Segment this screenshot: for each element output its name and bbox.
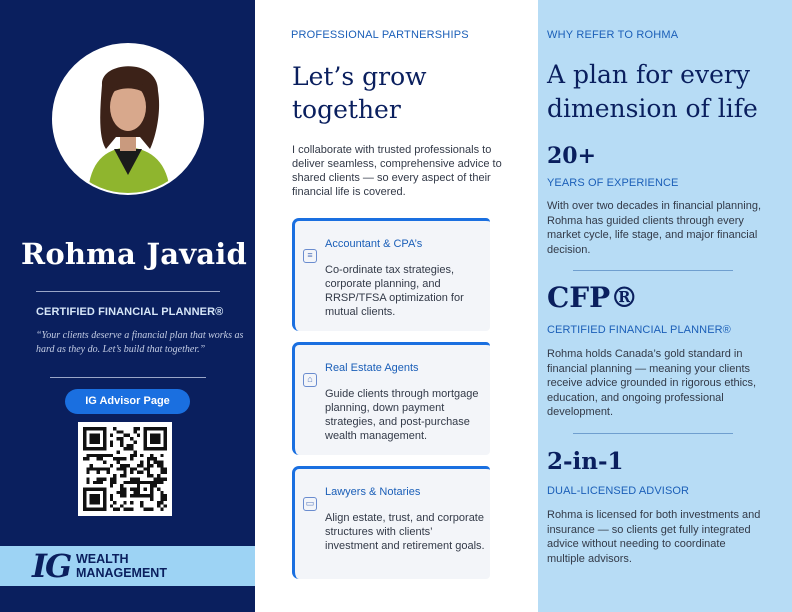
divider bbox=[36, 291, 220, 292]
advisor-name: Rohma Javaid bbox=[21, 237, 247, 271]
document-icon: ≡ bbox=[303, 249, 317, 263]
partner-card-lawyers bbox=[292, 466, 490, 579]
why-refer-panel bbox=[538, 0, 792, 612]
brand-wordmark-line2: MANAGEMENT bbox=[76, 566, 167, 580]
partner-card-body: Co-ordinate tax strategies, corporate planning, and RRSP/TFSA optimization for mutual clients. bbox=[325, 264, 464, 318]
partner-card-title: Real Estate Agents bbox=[325, 362, 419, 374]
partner-card-accountant bbox=[292, 218, 490, 331]
advisor-photo bbox=[52, 43, 204, 195]
advisor-quote: “Your clients deserve a financial plan that works as hard as they do. Let’s build that together.” bbox=[36, 330, 244, 355]
divider bbox=[573, 433, 733, 434]
stat-value: 20+ bbox=[547, 143, 597, 169]
section-eyebrow: PROFESSIONAL PARTNERSHIPS bbox=[291, 29, 469, 41]
partnerships-panel bbox=[255, 0, 538, 612]
advisor-designation: CERTIFIED FINANCIAL PLANNER® bbox=[36, 306, 224, 318]
stat-label: DUAL-LICENSED ADVISOR bbox=[547, 485, 690, 497]
section-title: A plan for every dimension of life bbox=[547, 60, 758, 123]
partner-card-body: Guide clients through mortgage planning, down payment strategies, and post-purchase wealth management. bbox=[325, 388, 479, 442]
building-icon: ⌂ bbox=[303, 373, 317, 387]
ig-advisor-page-button[interactable]: IG Advisor Page bbox=[65, 389, 190, 414]
stat-value: CFP® bbox=[547, 281, 639, 314]
profile-panel bbox=[0, 0, 255, 612]
section-eyebrow: WHY REFER TO ROHMA bbox=[547, 29, 679, 41]
section-title: Let’s grow together bbox=[292, 62, 427, 124]
brand-wordmark-line1: WEALTH bbox=[76, 552, 129, 566]
stat-value: 2-in-1 bbox=[547, 448, 624, 475]
stat-body: Rohma is licensed for both investments and insurance — so clients get fully integrated advice without needing to coordinate multiple advisors. bbox=[547, 509, 761, 565]
qr-code[interactable] bbox=[78, 422, 172, 516]
briefcase-icon: ▭ bbox=[303, 497, 317, 511]
section-intro: I collaborate with trusted professionals to deliver seamless, comprehensive advice to shared clients — so every aspect of their financial life is covered. bbox=[292, 144, 502, 198]
partner-card-real-estate bbox=[292, 342, 490, 455]
stat-body: Rohma holds Canada’s gold standard in financial planning — meaning your clients receive advice grounded in rigorous ethics, education, and ongoing professional development. bbox=[547, 348, 757, 418]
divider bbox=[573, 270, 733, 271]
stat-label: YEARS OF EXPERIENCE bbox=[547, 177, 679, 189]
partner-card-title: Accountant & CPA’s bbox=[325, 238, 423, 250]
divider bbox=[50, 377, 206, 378]
stat-label: CERTIFIED FINANCIAL PLANNER® bbox=[547, 324, 731, 336]
stat-body: With over two decades in financial planning, Rohma has guided clients through every market cycle, life stage, and major financial decision. bbox=[547, 200, 762, 256]
partner-card-title: Lawyers & Notaries bbox=[325, 486, 421, 498]
ig-logo: IG bbox=[32, 547, 71, 585]
brand-bar bbox=[0, 546, 255, 586]
partner-card-body: Align estate, trust, and corporate structures with clients’ investment and retirement goals. bbox=[325, 512, 485, 552]
